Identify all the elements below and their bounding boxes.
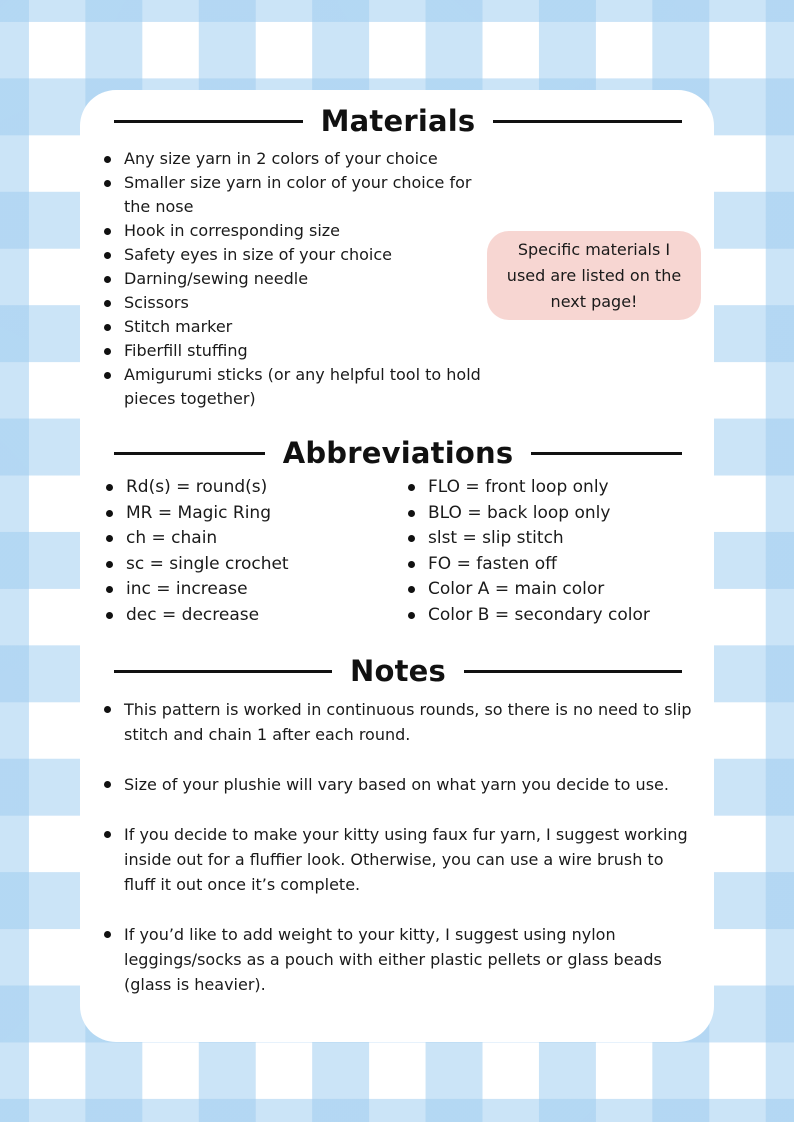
bullet-icon [106,612,113,619]
materials-title: Materials [320,104,476,138]
bullet-icon [104,252,111,259]
bullet-icon [104,931,111,938]
list-item: ch = chain [106,526,386,552]
list-item: Rd(s) = round(s) [106,475,386,501]
list-item: Color B = secondary color [408,603,698,629]
list-item: Any size yarn in 2 colors of your choice [104,147,484,171]
bullet-icon [408,535,415,542]
abbreviations-title: Abbreviations [282,436,514,470]
list-item: If you decide to make your kitty using faux fur yarn, I suggest working inside out for a fluffier look. Otherwise, you can use a wire brush to fluff it out once it’s complete. [104,822,694,897]
list-item: Size of your plushie will vary based on what yarn you decide to use. [104,772,694,797]
list-item: Amigurumi sticks (or any helpful tool to hold pieces together) [104,363,484,411]
bullet-icon [106,510,113,517]
list-item: Hook in corresponding size [104,219,484,243]
list-item: This pattern is worked in continuous rounds, so there is no need to slip stitch and chain 1 after each round. [104,697,694,747]
list-item: MR = Magic Ring [106,501,386,527]
list-item: Scissors [104,291,484,315]
bullet-icon [104,228,111,235]
bullet-icon [106,586,113,593]
list-item: FO = fasten off [408,552,698,578]
bullet-icon [106,484,113,491]
list-item: Color A = main color [408,577,698,603]
header-rule-right [493,120,682,123]
header-rule-left [114,452,265,455]
list-item: slst = slip stitch [408,526,698,552]
list-item: sc = single crochet [106,552,386,578]
list-item: FLO = front loop only [408,475,698,501]
list-item: Stitch marker [104,315,484,339]
bullet-icon [104,156,111,163]
bullet-icon [104,831,111,838]
header-rule-left [114,670,332,673]
list-item: Safety eyes in size of your choice [104,243,484,267]
bullet-icon [104,706,111,713]
header-rule-right [531,452,682,455]
bullet-icon [104,180,111,187]
materials-header [114,104,682,138]
list-item: BLO = back loop only [408,501,698,527]
bullet-icon [408,484,415,491]
bullet-icon [104,276,111,283]
header-rule-left [114,120,303,123]
notes-title: Notes [350,654,446,688]
list-item: If you’d like to add weight to your kitty, I suggest using nylon leggings/socks as a pouch with either plastic pellets or glass beads (glass is heavier). [104,922,694,997]
materials-callout [487,231,701,320]
notes-header [114,654,682,688]
bullet-icon [408,612,415,619]
abbreviations-list-right [408,475,698,629]
notes-list [104,697,694,1022]
list-item: inc = increase [106,577,386,603]
header-rule-right [464,670,682,673]
callout-text: Specific materials I used are listed on the next page! [506,239,682,311]
abbreviations-header [114,436,682,470]
bullet-icon [104,372,111,379]
bullet-icon [106,561,113,568]
list-item: Smaller size yarn in color of your choice for the nose [104,171,484,219]
bullet-icon [408,510,415,517]
materials-list [104,147,484,411]
bullet-icon [104,324,111,331]
list-item: Fiberfill stuffing [104,339,484,363]
bullet-icon [408,586,415,593]
bullet-icon [104,781,111,788]
bullet-icon [104,300,111,307]
abbreviations-list-left [106,475,386,629]
bullet-icon [104,348,111,355]
bullet-icon [408,561,415,568]
list-item: Darning/sewing needle [104,267,484,291]
bullet-icon [106,535,113,542]
list-item: dec = decrease [106,603,386,629]
